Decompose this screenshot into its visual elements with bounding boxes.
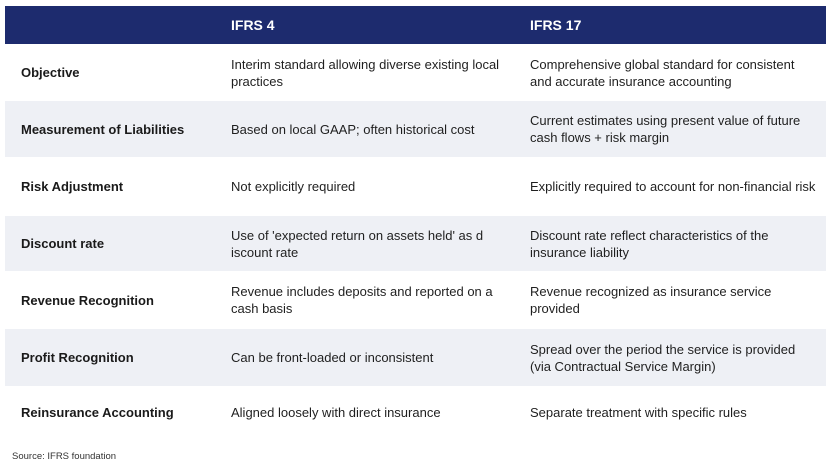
table-row (5, 216, 826, 271)
ifrs17-cell: Comprehensive global standard for consistent and accurate insurance accounting (530, 56, 795, 89)
row-label: Discount rate (21, 236, 105, 251)
ifrs17-cell: Explicitly required to account for non-financial risk (530, 179, 816, 194)
row-label: Objective (21, 65, 80, 80)
ifrs4-cell: Based on local GAAP; often historical cost (231, 121, 475, 137)
source-note: Source: IFRS foundation (12, 451, 117, 462)
ifrs4-cell: Use of 'expected return on assets held' as d iscount rate (231, 227, 484, 260)
comparison-table (5, 6, 826, 438)
row-label: Revenue Recognition (21, 292, 154, 308)
table-row (5, 157, 826, 216)
table-row (5, 44, 826, 101)
table-row (5, 271, 826, 329)
table-header-row (5, 6, 826, 44)
header-cell-ifrs4: IFRS 4 (231, 17, 275, 33)
ifrs17-cell: Separate treatment with specific rules (530, 404, 747, 420)
ifrs4-cell: Can be front-loaded or inconsistent (231, 350, 434, 365)
ifrs4-cell: Aligned loosely with direct insurance (231, 404, 441, 420)
ifrs17-cell: Discount rate reflect characteristics of the insurance liability (530, 227, 769, 260)
row-label: Reinsurance Accounting (21, 404, 174, 420)
row-label: Measurement of Liabilities (21, 121, 185, 137)
ifrs4-cell: Revenue includes deposits and reported on a cash basis (231, 284, 493, 316)
table-row (5, 101, 826, 157)
ifrs4-cell: Not explicitly required (231, 179, 356, 194)
row-label: Risk Adjustment (21, 179, 124, 194)
ifrs17-cell: Revenue recognized as insurance service provided (530, 284, 772, 316)
header-cell-empty (5, 6, 215, 44)
ifrs17-cell: Spread over the period the service is provided (via Contractual Service Margin) (530, 341, 796, 374)
table-row (5, 386, 826, 438)
ifrs4-cell: Interim standard allowing diverse existing local practices (231, 56, 500, 89)
table-row (5, 329, 826, 386)
ifrs17-cell: Current estimates using present value of future cash flows + risk margin (530, 113, 801, 145)
header-cell-ifrs17: IFRS 17 (530, 17, 582, 33)
row-label: Profit Recognition (21, 350, 134, 365)
